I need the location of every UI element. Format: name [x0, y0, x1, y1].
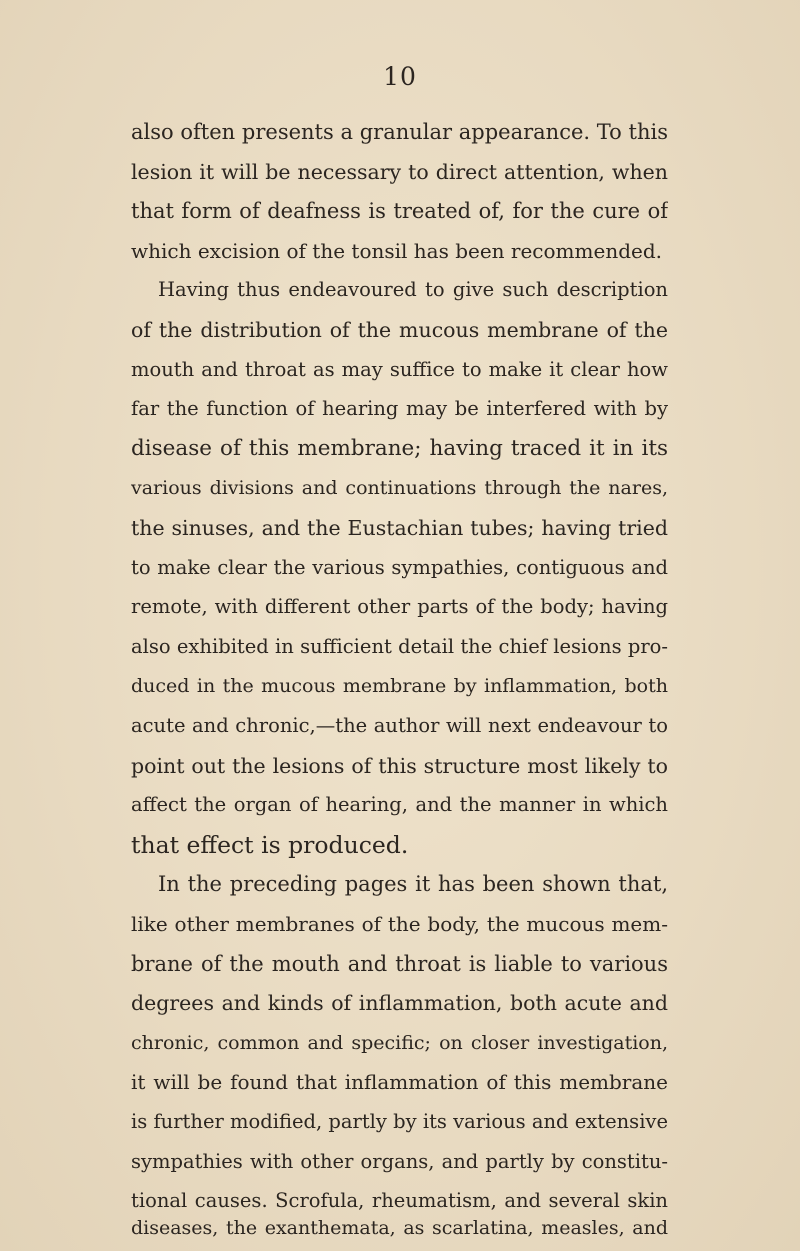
text-line: also often presents a granular appearance. To this: [131, 120, 668, 144]
text-line: lesion it will be necessary to direct attention, when: [131, 160, 668, 184]
text-line: disease of this membrane; having traced it in its: [131, 436, 668, 461]
text-line: far the function of hearing may be interfered with by: [131, 397, 668, 420]
text-line: to make clear the various sympathies, contiguous and: [131, 556, 668, 579]
text-line: affect the organ of hearing, and the manner in which: [131, 793, 668, 816]
text-line: duced in the mucous membrane by inflammation, both: [131, 675, 668, 697]
text-line: which excision of the tonsil has been recommended.: [131, 239, 662, 263]
text-line: acute and chronic,—the author will next endeavour to: [131, 714, 668, 737]
text-line: is further modified, partly by its various and extensive: [131, 1110, 668, 1133]
text-line: chronic, common and specific; on closer investigation,: [131, 1032, 668, 1054]
text-line: also exhibited in sufficient detail the chief lesions pro-: [131, 635, 668, 658]
text-line: tional causes. Scrofula, rheumatism, and several skin: [131, 1189, 668, 1212]
text-line: diseases, the exanthemata, as scarlatina, measles, and: [131, 1217, 668, 1239]
text-line: brane of the mouth and throat is liable to various: [131, 952, 668, 976]
text-line: remote, with different other parts of the body; having: [131, 595, 668, 618]
page-number: 10: [383, 62, 417, 91]
text-line: it will be found that inflammation of this membrane: [131, 1070, 668, 1094]
text-line: mouth and throat as may suffice to make it clear how: [131, 358, 668, 381]
text-line: that effect is produced.: [131, 831, 409, 859]
text-line: that form of deafness is treated of, for the cure of: [131, 199, 668, 223]
text-line: sympathies with other organs, and partly by constitu-: [131, 1150, 668, 1173]
text-line: point out the lesions of this structure most likely to: [131, 754, 668, 778]
text-line: the sinuses, and the Eustachian tubes; having tried: [131, 516, 668, 540]
text-line: various divisions and continuations through the nares,: [131, 477, 668, 499]
text-line: of the distribution of the mucous membrane of the: [131, 318, 668, 342]
text-line: In the preceding pages it has been shown that,: [158, 872, 668, 896]
text-line: degrees and kinds of inflammation, both acute and: [131, 991, 668, 1015]
text-line: Having thus endeavoured to give such description: [158, 278, 668, 301]
text-line: like other membranes of the body, the mucous mem-: [131, 912, 668, 936]
